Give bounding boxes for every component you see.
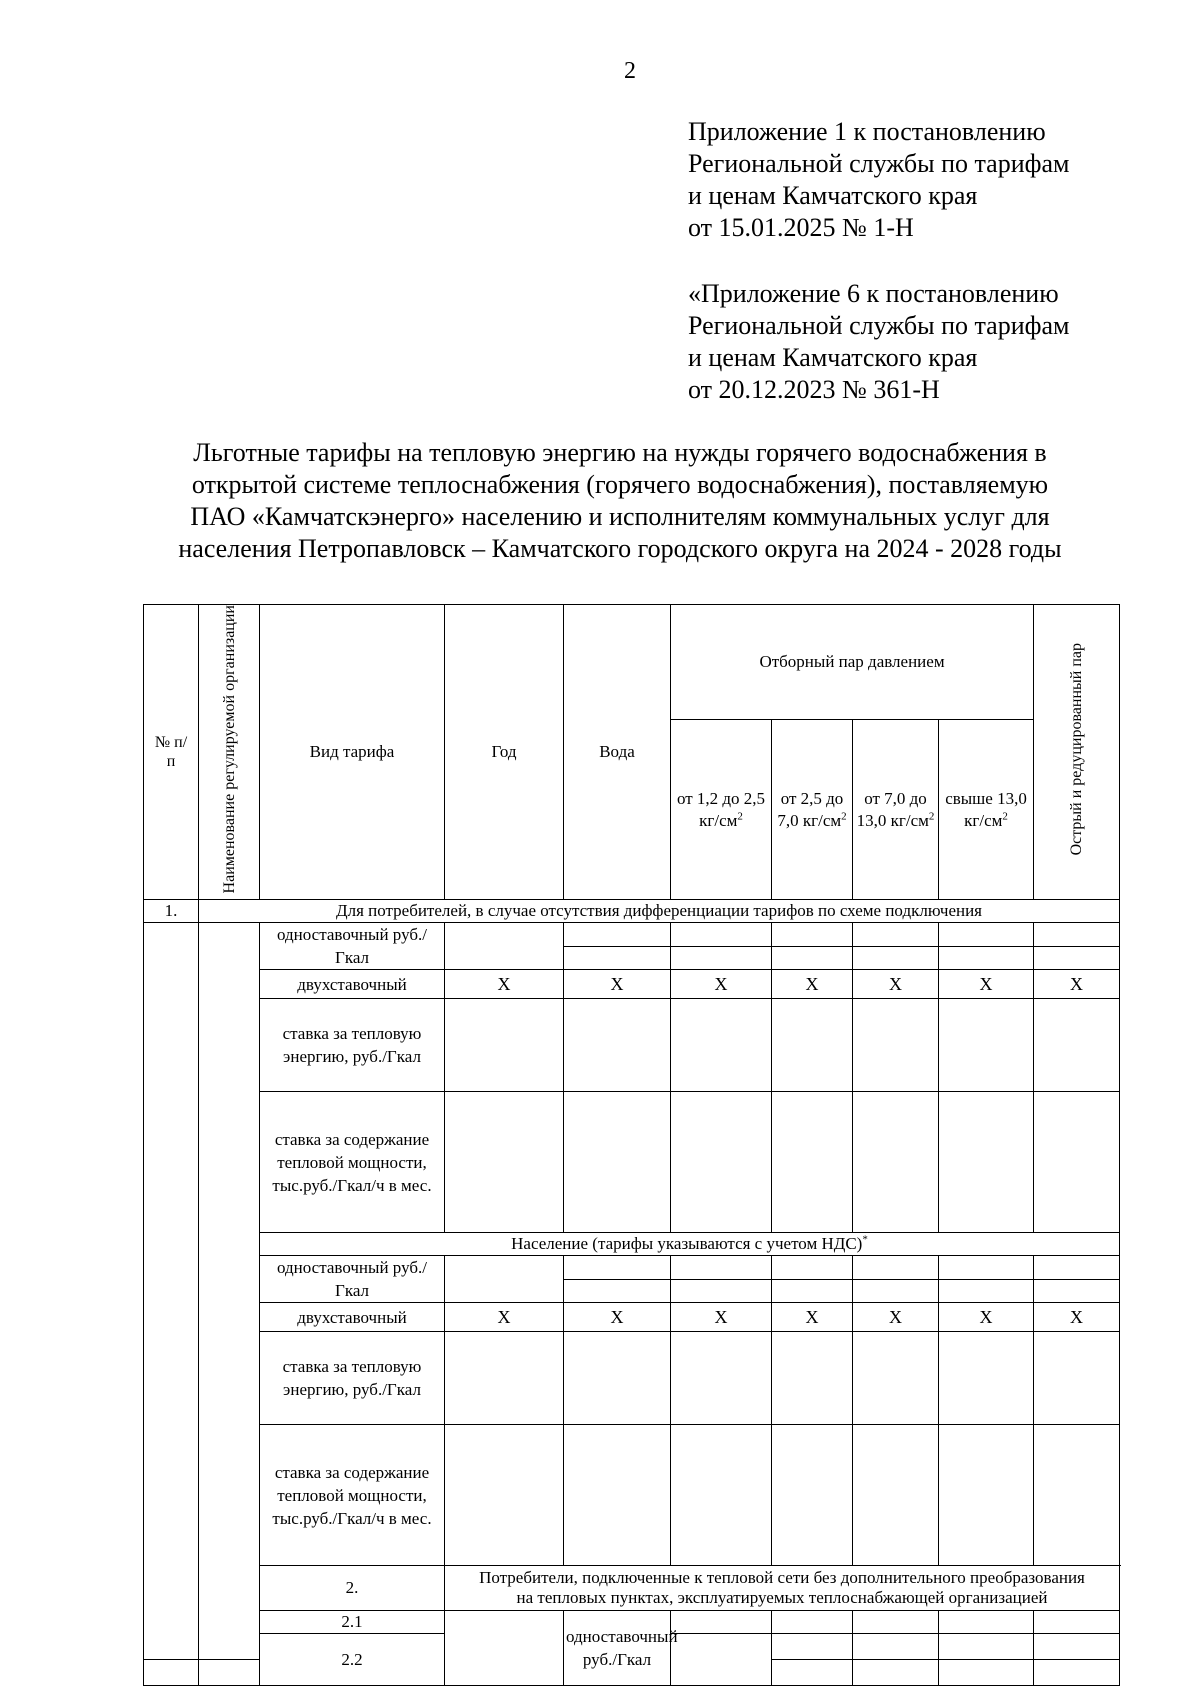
- header-sharp-steam: Острый и редуцированный пар: [1034, 605, 1120, 900]
- x-mark: X: [939, 970, 1034, 999]
- cell-value: [199, 1660, 260, 1686]
- cell-value: [939, 1279, 1034, 1303]
- cell-value: [853, 1425, 939, 1566]
- cell-value: [671, 1332, 772, 1425]
- header-water: Вода: [564, 605, 671, 900]
- cell-value: [939, 923, 1034, 947]
- cell-value: [1034, 1660, 1120, 1686]
- cell-year: [445, 999, 564, 1092]
- cell-water: [772, 1611, 853, 1634]
- label-capacity-rate: ставка за содержание тепловой мощности, тыс.руб./Гкал/ч в мес.: [260, 1092, 445, 1233]
- x-mark: X: [853, 1303, 939, 1332]
- appendix-6-line: «Приложение 6 к постановлению: [688, 279, 1059, 308]
- x-mark: X: [939, 1303, 1034, 1332]
- cell-value: [939, 946, 1034, 970]
- section-1-org-cell: [199, 923, 260, 1660]
- x-mark: X: [564, 970, 671, 999]
- cell-value: [671, 946, 772, 970]
- section-1-title: Для потребителей, в случае отсутствия дифференциации тарифов по схеме подключения: [199, 900, 1120, 923]
- cell-year: [445, 1092, 564, 1233]
- cell-value: [1034, 999, 1120, 1092]
- x-mark: X: [564, 1303, 671, 1332]
- x-mark: X: [1034, 970, 1120, 999]
- label-one-part: одноставочный руб./Гкал: [564, 1611, 671, 1686]
- cell-value: [939, 1092, 1034, 1233]
- header-steam-1: от 1,2 до 2,5 $кг/см^2$: [671, 719, 772, 900]
- cell-year: [445, 1332, 564, 1425]
- cell-value: [671, 999, 772, 1092]
- title-line: Льготные тарифы на тепловую энергию на нужды горячего водоснабжения в: [193, 438, 1047, 467]
- cell-year: [445, 1256, 564, 1303]
- cell-value: [772, 1256, 853, 1280]
- cell-year: [671, 1611, 772, 1634]
- x-mark: X: [772, 970, 853, 999]
- cell-value: [853, 1092, 939, 1233]
- appendix-6-line: Региональной службы по тарифам: [688, 311, 1070, 340]
- x-mark: X: [671, 1303, 772, 1332]
- cell-water: [564, 1256, 671, 1280]
- header-year: Год: [445, 605, 564, 900]
- appendix-1-line: от 15.01.2025 № 1-Н: [688, 213, 914, 242]
- appendix-1-line: Региональной службы по тарифам: [688, 149, 1070, 178]
- cell-water: [564, 999, 671, 1092]
- cell-value: [853, 923, 939, 947]
- cell-value: [853, 1660, 939, 1686]
- cell-value: [772, 1425, 853, 1566]
- document-title: [120, 437, 1120, 565]
- title-line: открытой системе теплоснабжения (горячего водоснабжения), поставляемую: [191, 470, 1049, 499]
- cell-value: [939, 1332, 1034, 1425]
- cell-value: [853, 946, 939, 970]
- cell-year: [445, 923, 564, 970]
- appendix-6-line: и ценам Камчатского края: [688, 343, 978, 372]
- header-steam-3: от 7,0 до 13,0 $кг/см^2$: [853, 719, 939, 900]
- cell-water: [564, 1279, 671, 1303]
- cell-value: [1034, 946, 1120, 970]
- header-steam-group: Отборный пар давлением: [671, 605, 1034, 720]
- cell-value: [1034, 1634, 1120, 1660]
- cell-value: [772, 1092, 853, 1233]
- cell-water: [144, 1660, 199, 1686]
- label-energy-rate: ставка за тепловую энергию, руб./Гкал: [260, 999, 445, 1092]
- label-one-part: одноставочный руб./Гкал: [260, 923, 445, 970]
- label-two-part: двухставочный: [260, 1303, 445, 1332]
- x-mark: X: [671, 970, 772, 999]
- cell-value: [772, 1332, 853, 1425]
- cell-value: [1034, 1611, 1120, 1634]
- cell-water: [772, 1634, 853, 1660]
- row-2-1-num: 2.1: [260, 1611, 445, 1634]
- population-row: Население (тарифы указываются с учетом НДС)*: [260, 1233, 1120, 1256]
- section-2-line: на тепловых пунктах, эксплуатируемых теплоснабжающей организацией: [516, 1588, 1048, 1608]
- tariff-table: [143, 604, 1120, 1686]
- cell-value: [853, 999, 939, 1092]
- section-1-num: 1.: [144, 900, 199, 923]
- section-1-num-cell: [144, 923, 199, 1660]
- cell-value: [1034, 1256, 1120, 1280]
- cell-water: [564, 1425, 671, 1566]
- cell-value: [939, 1256, 1034, 1280]
- x-mark: X: [772, 1303, 853, 1332]
- cell-water: [564, 946, 671, 970]
- cell-value: [853, 1634, 939, 1660]
- cell-value: [772, 923, 853, 947]
- cell-value: [853, 1332, 939, 1425]
- x-mark: X: [1034, 1303, 1120, 1332]
- cell-value: [1034, 1279, 1120, 1303]
- cell-value: [939, 999, 1034, 1092]
- cell-value: [671, 1425, 772, 1566]
- header-tariff-type: Вид тарифа: [260, 605, 445, 900]
- cell-value: [939, 1634, 1034, 1660]
- x-mark: X: [445, 1303, 564, 1332]
- cell-value: [1034, 1425, 1120, 1566]
- cell-water: [564, 1092, 671, 1233]
- cell-value: [939, 1425, 1034, 1566]
- title-line: населения Петропавловск – Камчатского городского округа на 2024 - 2028 годы: [178, 534, 1062, 563]
- cell-value: [853, 1279, 939, 1303]
- cell-year: [445, 1425, 564, 1566]
- label-capacity-rate: ставка за содержание тепловой мощности, тыс.руб./Гкал/ч в мес.: [260, 1425, 445, 1566]
- header-steam-4: свыше 13,0 $кг/см^2$: [939, 719, 1034, 900]
- cell-value: [1034, 923, 1120, 947]
- header-num: № п/п: [144, 605, 199, 900]
- x-mark: X: [445, 970, 564, 999]
- label-energy-rate: ставка за тепловую энергию, руб./Гкал: [260, 1332, 445, 1425]
- section-2-title: [445, 1566, 1120, 1611]
- section-2-org-cell: [445, 1611, 564, 1686]
- cell-water: [564, 1332, 671, 1425]
- cell-value: [1034, 1092, 1120, 1233]
- appendix-6-header: [688, 278, 1069, 406]
- cell-value: [772, 946, 853, 970]
- label-one-part: одноставочный руб./Гкал: [260, 1256, 445, 1303]
- cell-value: [939, 1611, 1034, 1634]
- cell-value: [772, 999, 853, 1092]
- header-steam-2: от 2,5 до 7,0 $кг/см^2$: [772, 719, 853, 900]
- cell-value: [1034, 1332, 1120, 1425]
- appendix-1-header: [688, 116, 1069, 244]
- cell-value: [671, 1092, 772, 1233]
- cell-year: [671, 1634, 772, 1686]
- section-2-line: Потребители, подключенные к тепловой сети без дополнительного преобразования: [479, 1568, 1085, 1588]
- cell-value: [671, 1279, 772, 1303]
- label-two-part: двухставочный: [260, 970, 445, 999]
- appendix-6-line: от 20.12.2023 № 361-Н: [688, 375, 940, 404]
- cell-value: [772, 1279, 853, 1303]
- header-organization: Наименование регулируемой организации: [199, 605, 260, 900]
- cell-value: [772, 1660, 853, 1686]
- cell-value: [671, 1256, 772, 1280]
- cell-water: [564, 923, 671, 947]
- appendix-1-line: Приложение 1 к постановлению: [688, 117, 1046, 146]
- cell-value: [939, 1660, 1034, 1686]
- section-2-num: 2.: [260, 1566, 445, 1611]
- cell-value: [853, 1611, 939, 1634]
- title-line: ПАО «Камчатскэнерго» населению и исполнителям коммунальных услуг для: [190, 502, 1050, 531]
- page-number: 2: [624, 58, 636, 84]
- appendix-1-line: и ценам Камчатского края: [688, 181, 978, 210]
- row-2-2-num: 2.2: [260, 1634, 445, 1686]
- cell-value: [671, 923, 772, 947]
- cell-value: [853, 1256, 939, 1280]
- x-mark: X: [853, 970, 939, 999]
